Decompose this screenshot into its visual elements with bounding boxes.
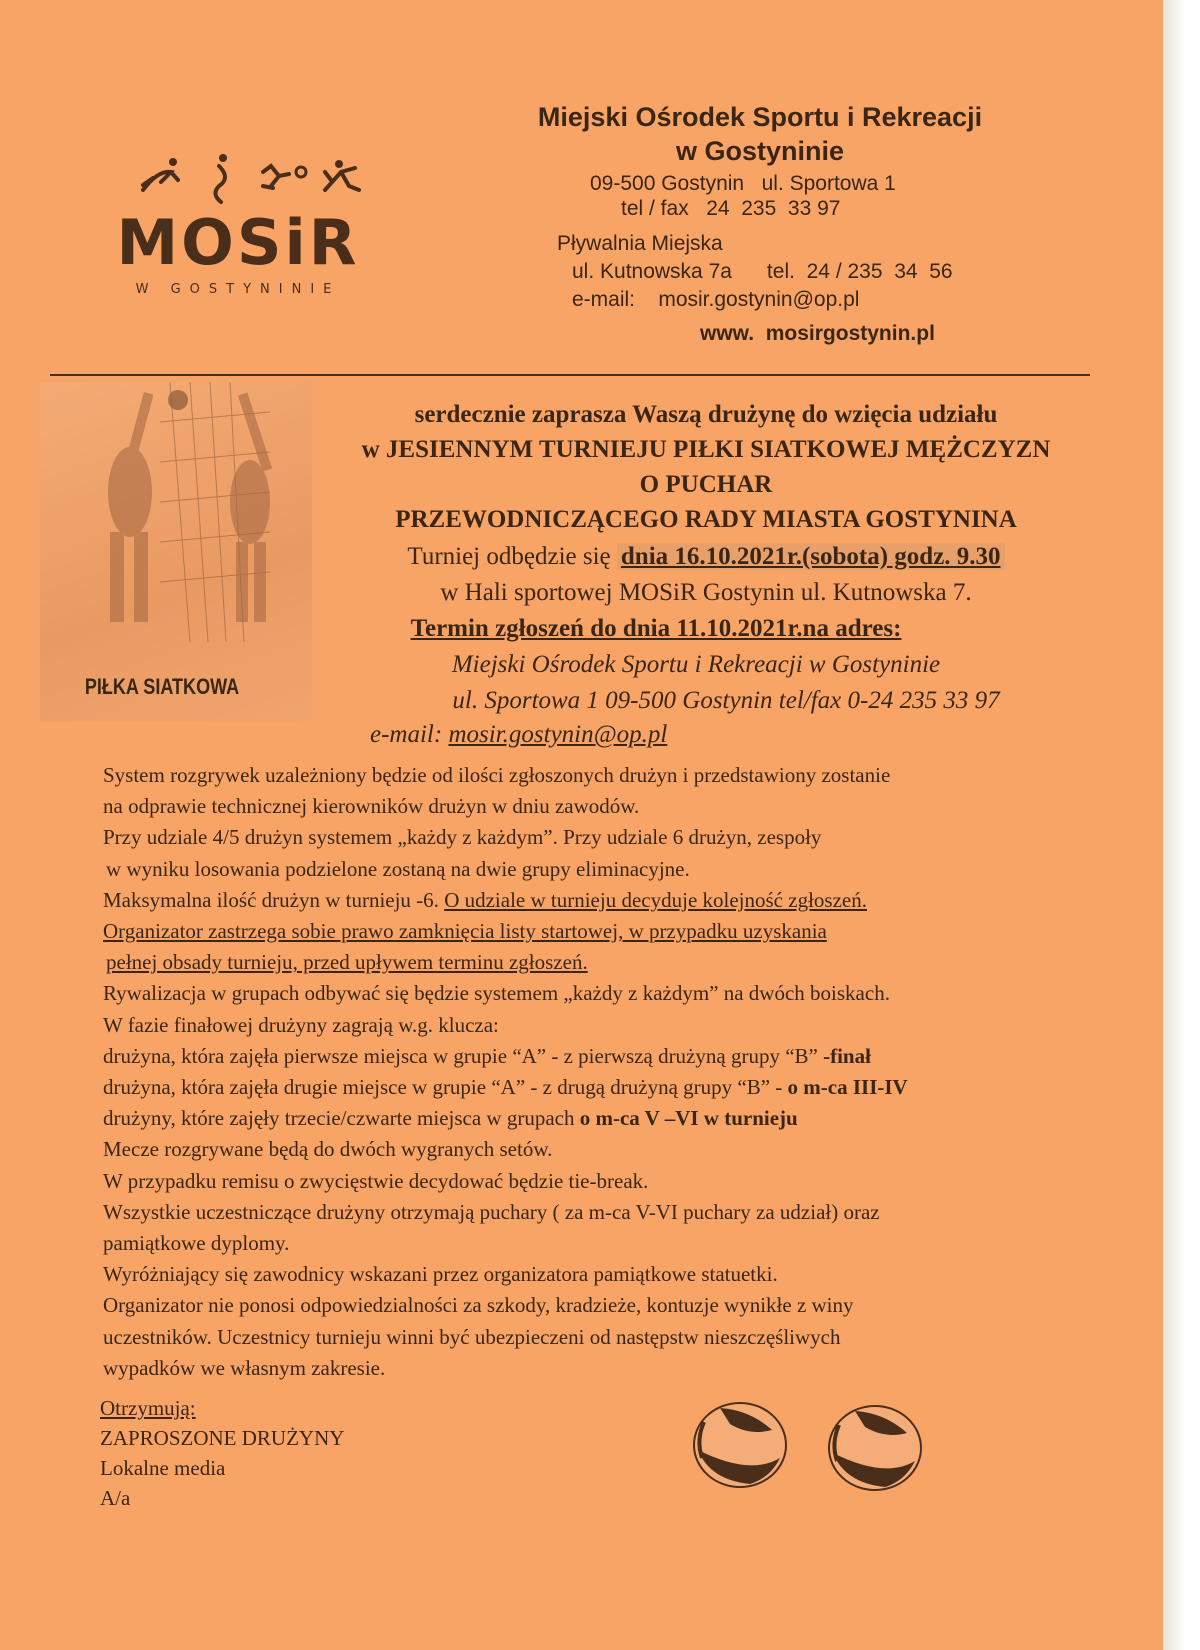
org-title-line1: Miejski Ośrodek Sportu i Rekreacji	[537, 102, 983, 132]
rules-line: Wyróżniający się zawodnicy wskazani przez organizatora pamiątkowe statuetki.	[103, 1262, 778, 1287]
tournament-date	[326, 540, 1086, 574]
final-label: -finał	[823, 1043, 871, 1068]
final-pairing: drużyna, która zajęła pierwsze miejsca w grupie “A” - z pierwszą drużyną grupy “B”	[103, 1043, 824, 1068]
registration-email	[370, 718, 667, 752]
rules-line: Wszystkie uczestniczące drużyny otrzymają puchary ( za m-ca V-VI puchary za udział) oraz	[103, 1199, 880, 1224]
invitation-line1: serdecznie zaprasza Waszą drużynę do wzięcia udziału	[414, 401, 998, 428]
fifth-place-pairing: drużyny, które zajęły trzecie/czwarte miejsca w grupach	[103, 1106, 580, 1131]
rules-line: System rozgrywek uzależniony będzie od ilości zgłoszonych drużyn i przedstawiony zostanie	[103, 763, 891, 787]
rules-line-underlined: Organizator zastrzega sobie prawo zamknięcia listy startowej, w przypadku uzyskania	[103, 919, 827, 944]
tournament-date-value: dnia 16.10.2021r.(sobota) godz. 9.30	[617, 543, 1005, 570]
invitation-line4: PRZEWODNICZĄCEGO RADY MIASTA GOSTYNINA	[395, 506, 1017, 533]
volleyball-photo	[40, 382, 312, 722]
recipients-list	[100, 1393, 344, 1513]
third-place-label: o m-ca III-IV	[787, 1075, 908, 1100]
registration-address-line1: Miejski Ośrodek Sportu i Rekreacji w Gostyninie	[451, 651, 941, 678]
org-email: e-mail: mosir.gostynin@op.pl	[572, 288, 860, 311]
logo-wordmark: MOSiR	[116, 206, 360, 279]
registration-address-line2: ul. Sportowa 1 09-500 Gostynin tel/fax 0-24 235 33 97	[452, 687, 1000, 714]
organization-title	[480, 100, 1040, 168]
registration-email-label: e-mail:	[370, 721, 449, 748]
org-title-line2: w Gostyninie	[675, 136, 845, 166]
header-divider	[50, 374, 1090, 376]
rules-line: na odprawie technicznej kierowników drużyn w dniu zawodów.	[103, 794, 640, 819]
registration-email-link[interactable]: mosir.gostynin@op.pl	[448, 721, 668, 748]
pool-name: Pływalnia Miejska	[557, 232, 723, 255]
rules-line: wypadków we własnym zakresie.	[103, 1355, 386, 1380]
rules-line: Mecze rozgrywane będą do dwóch wygranych setów.	[103, 1137, 553, 1162]
rules-order-note: O udziale w turnieju decyduje kolejność zgłoszeń.	[444, 887, 867, 912]
photo-caption: PIŁKA SIATKOWA	[84, 674, 240, 699]
org-address: 09-500 Gostynin ul. Sportowa 1	[590, 172, 896, 195]
rules-line: pamiątkowe dyplomy.	[103, 1231, 290, 1256]
recipient-item: A/a	[100, 1486, 131, 1510]
rules-line: Organizator nie ponosi odpowiedzialności za szkody, kradzieże, kontuzje wynikłe z winy	[103, 1293, 854, 1318]
athletes-pictogram-icon	[113, 150, 373, 210]
rules-line: Przy udziale 4/5 drużyn systemem „każdy z każdym”. Przy udziale 6 drużyn, zespoły	[103, 825, 822, 850]
invitation-line3: O PUCHAR	[639, 471, 773, 498]
third-place-pairing: drużyna, która zajęła drugie miejsce w grupie “A” - z drugą drużyną grupy “B” -	[103, 1075, 788, 1100]
mosir-logo	[88, 150, 398, 297]
fifth-place-label: o m-ca V –VI w turnieju	[579, 1106, 798, 1131]
rules-line: w wyniku losowania podzielone zostaną na dwie grupy eliminacyjne.	[106, 856, 690, 881]
tournament-venue: w Hali sportowej MOSiR Gostynin ul. Kutnowska 7.	[440, 579, 972, 606]
org-website: www. mosirgostynin.pl	[700, 322, 935, 345]
rules-line-underlined: pełnej obsady turnieju, przed upływem terminu zgłoszeń.	[106, 950, 588, 975]
rules-max-teams: Maksymalna ilość drużyn w turnieju -6.	[103, 887, 445, 912]
registration-deadline	[326, 612, 986, 646]
rules-line: W przypadku remisu o zwycięstwie decydować będzie tie-break.	[103, 1168, 649, 1193]
invitation-line2: w JESIENNYM TURNIEJU PIŁKI SIATKOWEJ MĘŻCZYZN	[361, 436, 1051, 463]
recipient-item: ZAPROSZONE DRUŻYNY	[100, 1426, 345, 1450]
volleyball-icon	[690, 1400, 790, 1490]
rules-line	[103, 1072, 1143, 1103]
tournament-date-prefix: Turniej odbędzie się	[407, 543, 617, 570]
registration-deadline-text: Termin zgłoszeń do dnia 11.10.2021r.na adres:	[410, 615, 902, 642]
recipient-item: Lokalne media	[100, 1456, 226, 1480]
rules-line: Rywalizacja w grupach odbywać się będzie systemem „każdy z każdym” na dwóch boiskach.	[103, 981, 890, 1006]
pool-address: ul. Kutnowska 7a tel. 24 / 235 34 56	[572, 260, 953, 283]
org-telfax: tel / fax 24 235 33 97	[621, 197, 841, 220]
scan-margin	[1163, 0, 1200, 1650]
rules-line: uczestników. Uczestnicy turnieju winni być ubezpieczeni od następstw nieszczęśliwych	[103, 1324, 841, 1349]
rules-line	[103, 1103, 1143, 1134]
recipients-title: Otrzymują:	[100, 1396, 196, 1420]
rules-line: W fazie finałowej drużyny zagrają w.g. klucza:	[103, 1012, 499, 1037]
rules-line	[103, 1041, 1143, 1072]
tournament-rules	[103, 760, 1143, 1384]
volleyball-icon	[825, 1403, 925, 1493]
logo-subtitle: W GOSTYNINIE	[135, 282, 341, 297]
rules-line	[103, 885, 1143, 916]
volleyball-players-image-icon	[40, 382, 312, 672]
